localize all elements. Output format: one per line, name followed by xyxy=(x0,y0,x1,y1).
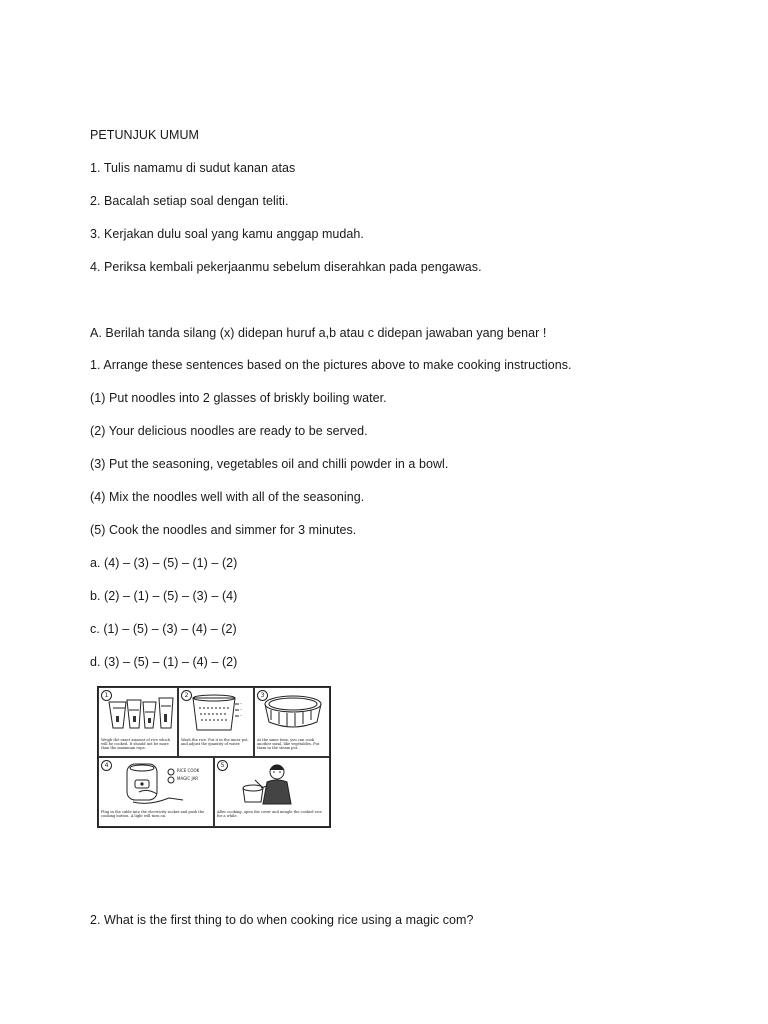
instruction-item: 1. Tulis namamu di sudut kanan atas xyxy=(90,161,296,175)
sentence-5: (5) Cook the noodles and simmer for 3 minutes. xyxy=(90,523,357,537)
step-number: 2 xyxy=(181,690,192,701)
option-b[interactable]: b. (2) – (1) – (5) – (3) – (4) xyxy=(90,589,238,603)
measuring-cups-illustration xyxy=(99,688,178,736)
svg-text:··: ·· xyxy=(240,701,243,706)
option-c[interactable]: c. (1) – (5) – (3) – (4) – (2) xyxy=(90,622,237,636)
step-caption: At the same time, you can cook another meal, like vegetables. Put them in the steam pot. xyxy=(257,738,320,751)
instruction-item: 4. Periksa kembali pekerjaanmu sebelum diserahkan pada pengawas. xyxy=(90,260,482,274)
step-number: 3 xyxy=(257,690,268,701)
sentence-4: (4) Mix the noodles well with all of the seasoning. xyxy=(90,490,365,504)
instructions-heading: PETUNJUK UMUM xyxy=(90,128,199,142)
step-number: 4 xyxy=(101,760,112,771)
steam-pot-illustration xyxy=(255,688,330,736)
sentence-1: (1) Put noodles into 2 glasses of briskly boiling water. xyxy=(90,391,387,405)
figure-step-1 xyxy=(98,687,178,757)
question-1-prompt: 1. Arrange these sentences based on the pictures above to make cooking instructions. xyxy=(90,358,572,372)
step-caption: Plug in the cable into the electricity socket and push the cooking button. A light will turn on. xyxy=(101,810,205,819)
step-caption: After cooking, open the cover and mingle the cooked rice for a while. xyxy=(217,810,322,819)
step-number: 1 xyxy=(101,690,112,701)
figure-step-3 xyxy=(254,687,330,757)
step-caption: Wash the rice. Put it in the inner pot, and adjust the quantity of water. xyxy=(181,738,249,747)
option-d[interactable]: d. (3) – (5) – (1) – (4) – (2) xyxy=(90,655,238,669)
rice-cook-label: RICE COOK xyxy=(177,768,200,773)
rice-cooking-figure xyxy=(97,686,331,828)
magic-jar-label: MAGIC JAR xyxy=(177,776,199,781)
figure-step-4 xyxy=(98,757,214,827)
instruction-item: 2. Bacalah setiap soal dengan teliti. xyxy=(90,194,289,208)
sentence-3: (3) Put the seasoning, vegetables oil and chilli powder in a bowl. xyxy=(90,457,449,471)
sentence-2: (2) Your delicious noodles are ready to be served. xyxy=(90,424,368,438)
inner-pot-illustration xyxy=(179,688,254,736)
section-a-instruction: A. Berilah tanda silang (x) didepan huruf a,b atau c didepan jawaban yang benar ! xyxy=(90,326,547,340)
svg-text:··: ·· xyxy=(240,707,243,712)
step-caption: Weigh the exact amount of rice which will be cooked. It should not be more than the maximum rope. xyxy=(101,738,170,751)
figure-step-5 xyxy=(214,757,330,827)
svg-text:··: ·· xyxy=(240,713,243,718)
step-number: 5 xyxy=(217,760,228,771)
person-stirring-rice-illustration xyxy=(215,758,330,808)
rice-cooker-plug-illustration xyxy=(99,758,214,808)
instruction-item: 3. Kerjakan dulu soal yang kamu anggap mudah. xyxy=(90,227,364,241)
figure-step-2 xyxy=(178,687,254,757)
option-a[interactable]: a. (4) – (3) – (5) – (1) – (2) xyxy=(90,556,238,570)
question-2-prompt: 2. What is the first thing to do when cooking rice using a magic com? xyxy=(90,913,474,927)
